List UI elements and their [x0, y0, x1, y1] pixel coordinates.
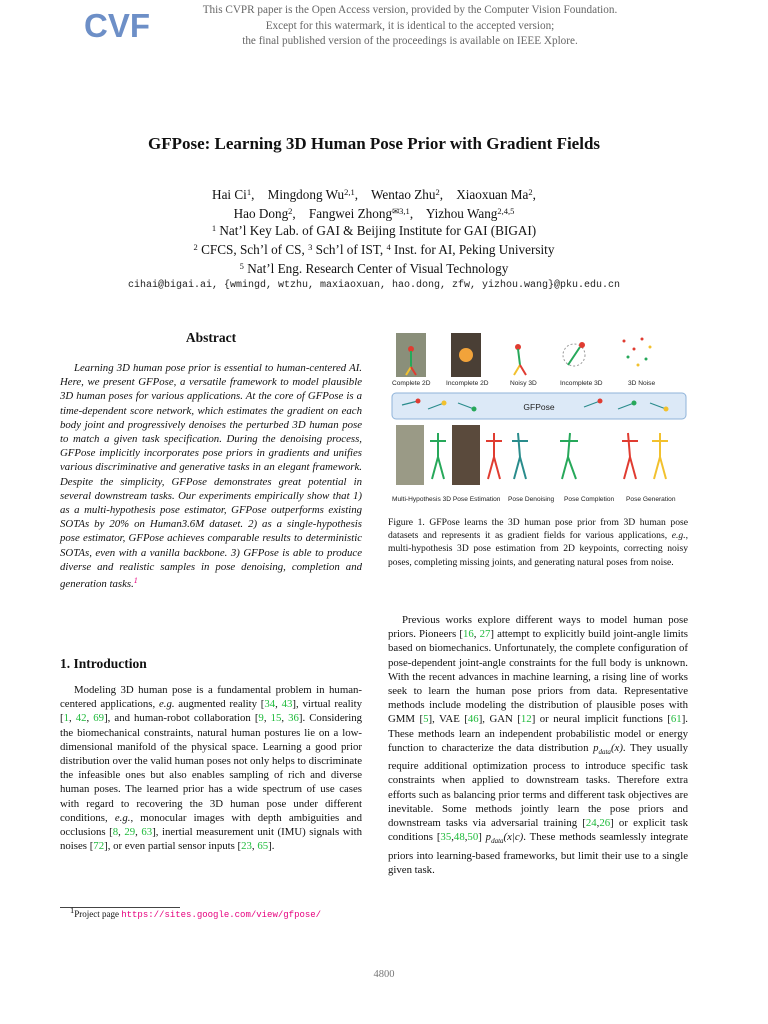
input-images: [396, 333, 481, 377]
output-label-denoising: Pose Denoising: [508, 496, 555, 503]
author: Wentao Zhu: [371, 187, 436, 202]
affiliation-5: $^5$ Nat’l Eng. Research Center of Visual Technology: [239, 261, 509, 276]
footnote-divider: [60, 907, 180, 908]
citation-link[interactable]: 12: [520, 713, 532, 726]
paper-title: GFPose: Learning 3D Human Pose Prior with Gradient Fields: [147, 134, 601, 153]
input-label-3d-noise: 3D Noise: [628, 380, 656, 387]
citation-link[interactable]: 46: [467, 713, 479, 726]
section-heading-introduction: 1. Introduction: [60, 656, 147, 671]
citation-link[interactable]: 23: [241, 840, 252, 853]
citation-link[interactable]: 27: [479, 628, 491, 641]
citation-link[interactable]: 65: [257, 840, 269, 853]
author: Mingdong Wu: [267, 187, 345, 202]
input-label-noisy-3d: Noisy 3D: [510, 380, 537, 387]
citation-link[interactable]: 16: [462, 628, 474, 641]
footnote: $^1$Project page https://sites.google.com/view/gfpose/: [70, 905, 322, 920]
introduction-paragraph: Modeling 3D human pose is a fundamental problem in human-centered applications, e.g. augmented reality [34, 43], virtual reality [1, 42, 69], and human-robot collaboration [9, 15, 36]. Considering the biomechanical constraints, natural human postures lie on a low-dimensional manifold of the physical space. Learning a good prior distribution over the valid human poses not only helps to discriminate the infeasible ones but also enables sampling of rich and diverse human poses. The learned prior has a wide spectrum of use cases with regard to recovering the 3D human pose under different conditions, e.g., monocular images with depth ambiguities and occlusions [8, 29, 63], inertial measurement unit (IMU) signals with noises [72], or even partial sensor inputs [23, 65].: [60, 684, 362, 853]
author: Hao Dong: [233, 206, 289, 221]
citation-link[interactable]: 24: [585, 817, 597, 829]
svg-text:CVF: CVF: [84, 7, 150, 44]
input-label-complete-2d: Complete 2D: [392, 380, 431, 387]
project-page-link[interactable]: https://sites.google.com/view/gfpose/: [121, 910, 322, 920]
abstract-heading: Abstract: [185, 330, 237, 345]
author: Hai Ci: [212, 187, 247, 202]
citation-link[interactable]: 35: [440, 831, 452, 844]
affiliation-2-4: $^2$ CFCS, Sch’l of CS, $^3$ Sch’l of IST, $^4$ Inst. for AI, Peking University: [193, 242, 555, 257]
citation-link[interactable]: 5: [423, 713, 429, 726]
input-label-incomplete-2d: Incomplete 2D: [446, 380, 489, 387]
figure-1: [388, 329, 690, 507]
citation-link[interactable]: 9: [258, 712, 264, 725]
citation-link[interactable]: 61: [670, 713, 682, 726]
output-label-multi-hypothesis: Multi-Hypothesis 3D Pose Estimation: [392, 496, 501, 503]
page-number: 4800: [373, 969, 395, 980]
citation-link[interactable]: 63: [141, 826, 153, 839]
citation-link[interactable]: 26: [599, 817, 611, 829]
author-emails: cihai@bigai.ai, {wmingd, wtzhu, maxiaoxuan, hao.dong, zfw, yizhou.wang}@pku.edu.cn: [127, 280, 621, 291]
cvf-logo: [82, 6, 150, 44]
watermark-line-2: Except for this watermark, it is identical to the accepted version;: [265, 19, 555, 32]
citation-link[interactable]: 43: [281, 698, 293, 711]
author-line-2: Hao Dong$^2$, Fangwei Zhong$^{✉3,1}$, Yizhou Wang$^{2,4,5}$: [233, 206, 515, 221]
input-pose-sketches: [514, 338, 652, 376]
author: Xiaoxuan Ma: [456, 187, 529, 202]
citation-link[interactable]: 42: [75, 712, 87, 725]
math-p-data: $p_{data}(x)$: [593, 741, 623, 756]
author: Fangwei Zhong: [308, 206, 393, 221]
citation-link[interactable]: 29: [124, 826, 136, 839]
citation-link[interactable]: 34: [264, 698, 276, 711]
math-p-data-conditional: $p_{data}(x|c)$: [485, 831, 524, 846]
citation-link[interactable]: 72: [93, 840, 105, 853]
citation-link[interactable]: 69: [93, 712, 105, 725]
input-label-incomplete-3d: Incomplete 3D: [560, 380, 603, 387]
author: Yizhou Wang: [425, 206, 498, 221]
gfpose-panel-label: GFPose: [523, 402, 555, 412]
author-line-1: Hai Ci$^1$, Mingdong Wu$^{2,1}$, Wentao Zhu$^2$, Xiaoxuan Ma$^2$,: [212, 187, 536, 202]
watermark-line-1: This CVPR paper is the Open Access version, provided by the Computer Vision Foundation.: [202, 4, 618, 16]
watermark-line-3: the final published version of the proceedings is available on IEEE Xplore.: [242, 35, 578, 48]
citation-link[interactable]: 50: [467, 831, 479, 844]
citation-link[interactable]: 8: [112, 826, 119, 839]
abstract-text: Learning 3D human pose prior is essential to human-centered AI. Here, we present GFPose, a versatile framework to model plausible 3D human poses for various applications. At the core of GFPose is a time-dependent score network, which estimates the gradient on each body joint and progressively denoises the perturbed 3D human pose to match a given task specification. During the denoising process, GFPose implicitly incorporates pose priors in gradients and unifies various discriminative and generative tasks in an elegant framework. Despite the simplicity, GFPose demonstrates great potential in several downstream tasks. Our experiments empirically show that 1) as a multi-hypothesis pose estimator, GFPose outperforms existing SOTAs by 20% on Human3.6M dataset. 2) as a single-hypothesis pose estimator, GFPose achieves comparable results to deterministic SOTAs, even with a vanilla backbone. 3) GFPose is able to produce diverse and realistic samples in pose denoising, completion and generation tasks.$^1$: [60, 362, 362, 591]
figure-1-caption: Figure 1. GFPose learns the 3D human pose prior from 3D human pose datasets and represents it as gradient fields for various applications, e.g., multi-hypothesis 3D pose estimation from 2D keypoints, correcting noisy poses, completing missing joints, and generating natural poses from noise.: [388, 517, 688, 568]
footnote-marker[interactable]: 1: [133, 576, 138, 586]
output-pose-renderings: [396, 425, 668, 485]
affiliation-1: $^1$ Nat’l Key Lab. of GAI & Beijing Institute for GAI (BIGAI): [211, 223, 537, 238]
citation-link[interactable]: 1: [63, 712, 70, 725]
citation-link[interactable]: 48: [453, 831, 465, 844]
output-label-completion: Pose Completion: [564, 496, 615, 503]
open-access-watermark: [150, 3, 670, 50]
right-column-paragraph: Previous works explore different ways to model human pose priors. Pioneers [16, 27] attempt to explicitly build joint-angle limits based on biomechanics. Unfortunately, the complete configuration of pose-dependent joint-angle constraints for the full body is unknown. With the recent advances in machine learning, a rising line of works seek to learn the human pose priors from data. Representative methods include modeling the distribution of plausible poses with GMM [5], VAE [46], GAN [12] or neural implicit functions [61]. These methods learn an independent probabilistic model or energy function to characterize the data distribution $p_{data}(x)$. They usually require additional optimization process to introduce specific task constraints when applied to downstream tasks. Therefore extra efforts such as balancing prior terms and different task objectives are inevitable. Some methods jointly learn the pose priors and downstream tasks via adversarial training [24,26] or explicit task conditions [35,48,50] $p_{data}(x|c)$. These methods seamlessly integrate priors into learning-based frameworks, but limit their use to a single given task.: [388, 614, 689, 876]
citation-link[interactable]: 36: [288, 712, 299, 725]
citation-link[interactable]: 15: [270, 712, 282, 725]
output-label-generation: Pose Generation: [626, 496, 676, 503]
